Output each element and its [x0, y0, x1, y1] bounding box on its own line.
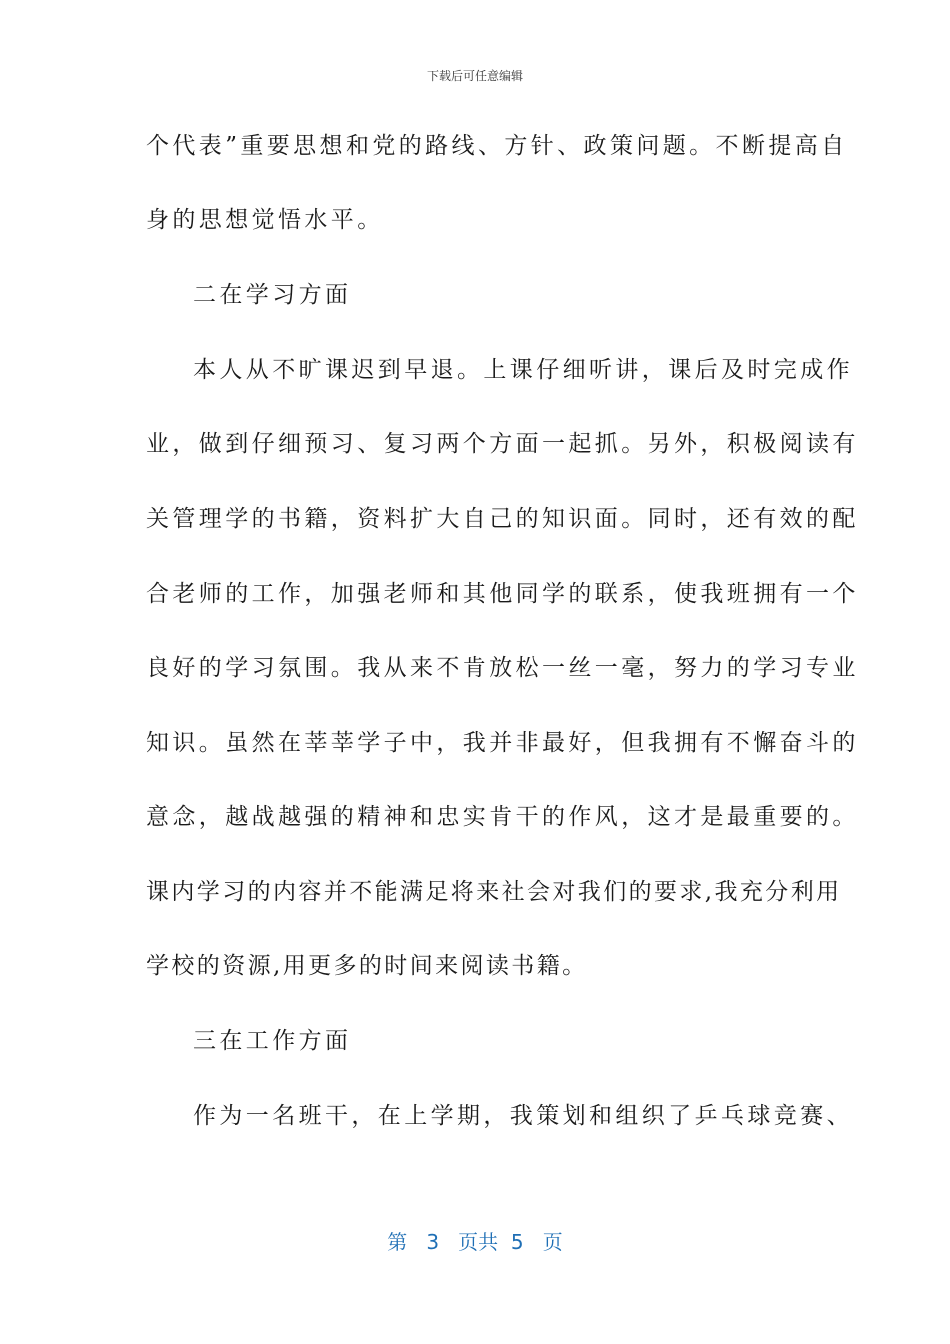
body-line: 个代表”重要思想和党的路线、方针、政策问题。不断提高自: [146, 133, 848, 159]
body-line: 合老师的工作，加强老师和其他同学的联系，使我班拥有一个: [146, 581, 859, 607]
body-line: 业，做到仔细预习、复习两个方面一起抓。另外，积极阅读有: [146, 431, 859, 457]
body-line: 作为一名班干，在上学期，我策划和组织了乒乓球竞赛、: [193, 1103, 853, 1129]
section-heading-work: 三在工作方面: [193, 1028, 352, 1054]
total-pages-number: 5: [510, 1230, 524, 1254]
body-line: 身的思想觉悟水平。: [146, 207, 384, 233]
body-line: 本人从不旷课迟到早退。上课仔细听讲，课后及时完成作: [193, 357, 853, 383]
page-footer: [0, 1226, 950, 1255]
body-line: 知识。虽然在莘莘学子中，我并非最好，但我拥有不懈奋斗的: [146, 730, 859, 756]
page-prefix: 第: [387, 1230, 408, 1254]
body-line: 良好的学习氛围。我从来不肯放松一丝一毫，努力的学习专业: [146, 655, 859, 681]
page-suffix: 页: [542, 1230, 563, 1254]
current-page-number: 3: [426, 1230, 440, 1254]
section-heading-study: 二在学习方面: [193, 282, 352, 308]
body-line: 意念，越战越强的精神和忠实肯干的作风，这才是最重要的。: [146, 804, 859, 830]
body-line: 学校的资源,用更多的时间来阅读书籍。: [146, 953, 588, 979]
header-note: 下载后可任意编辑: [426, 69, 523, 83]
body-line: 关管理学的书籍，资料扩大自己的知识面。同时，还有效的配: [146, 506, 859, 532]
page-middle: 页共: [458, 1230, 499, 1254]
body-line: 课内学习的内容并不能满足将来社会对我们的要求,我充分利用: [146, 879, 842, 905]
